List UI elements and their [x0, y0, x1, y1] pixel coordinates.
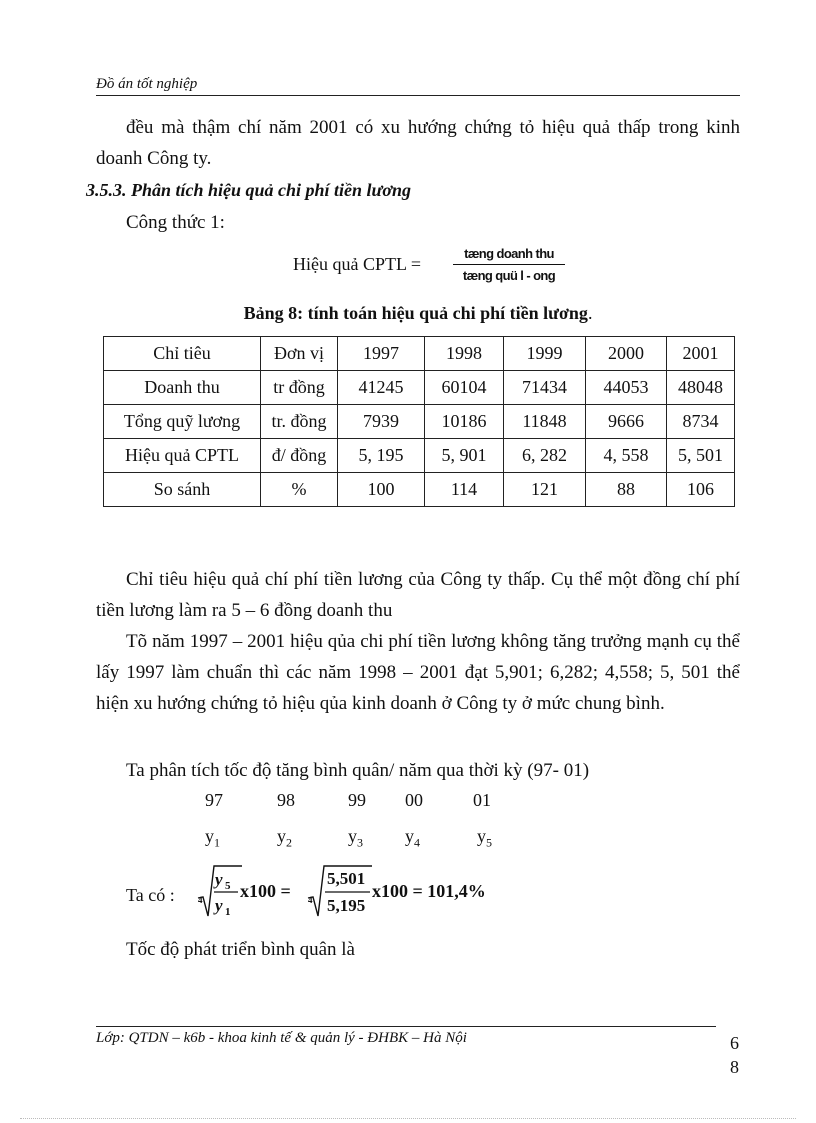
y-variable: $y_1$ — [205, 826, 220, 850]
y-variable: $y_2$ — [277, 826, 292, 850]
formula2-prefix: Ta có : — [126, 885, 175, 905]
table-header-cell: 2001 — [667, 337, 735, 371]
multiplier-1: x100 = — [240, 881, 291, 901]
years-row — [205, 790, 505, 816]
year-label: 97 — [205, 790, 223, 810]
table-cell: tr. đồng — [261, 405, 338, 439]
table-header-cell: 1998 — [425, 337, 504, 371]
table-cell: 11848 — [504, 405, 586, 439]
paragraph-2: Tõ năm 1997 – 2001 hiệu qủa chi phí tiền lương không tăng trưởng mạnh cụ thể lấy 1997 làm chuẩn thì các năm 1998 – 2001 đạt 5,901; 6,282; 4,558; 5, 501 thể hiện xu hướng chứng tỏ hiệu qủa kinh doanh ở Công ty ở mức chung bình. — [96, 631, 740, 714]
table-cell: 5, 195 — [338, 439, 425, 473]
table-row — [104, 405, 735, 439]
section-title: 3.5.3. Phân tích hiệu quả chi phí tiền lương — [86, 180, 412, 200]
y-variable: $y_4$ — [405, 826, 420, 850]
table-header-row — [104, 337, 735, 371]
table-header-cell: Chỉ tiêu — [104, 337, 261, 371]
formula-cptl-denominator: tæng quü l - ong — [462, 268, 556, 283]
table-header-cell: 2000 — [586, 337, 667, 371]
table-cell: 44053 — [586, 371, 667, 405]
frac2-denominator: 5,195 — [327, 896, 366, 915]
table-cell: 5, 501 — [667, 439, 735, 473]
formula-cptl — [293, 246, 593, 286]
y-variables-row — [205, 826, 505, 852]
table-cell: 8734 — [667, 405, 735, 439]
table-caption — [96, 303, 740, 324]
formula-cptl-numerator: tæng doanh thu — [453, 246, 565, 265]
table-row — [104, 371, 735, 405]
formula-label: Công thức 1: — [126, 212, 225, 233]
table-cell: 106 — [667, 473, 735, 507]
paragraph-4: Tốc độ phát triển bình quân là — [126, 939, 355, 960]
year-label: 99 — [348, 790, 366, 810]
table-cell: 5, 901 — [425, 439, 504, 473]
root-index-2: 4 — [308, 895, 313, 905]
table-row — [104, 439, 735, 473]
table-cell: 48048 — [667, 371, 735, 405]
header-rule — [96, 95, 740, 96]
table-cell: 114 — [425, 473, 504, 507]
footer-rule — [96, 1026, 716, 1027]
table-caption-dot: . — [587, 303, 593, 323]
formula-cptl-fraction — [453, 246, 565, 283]
table-cell: Doanh thu — [104, 371, 261, 405]
table-header-cell: Đơn vị — [261, 337, 338, 371]
table-cell: % — [261, 473, 338, 507]
formula-cptl-label: Hiệu quả CPTL = — [293, 254, 421, 274]
page-number-line-2: 8 — [730, 1057, 739, 1077]
table-cell: 10186 — [425, 405, 504, 439]
table-row — [104, 473, 735, 507]
table-cell: Hiệu quả CPTL — [104, 439, 261, 473]
table-cell: 88 — [586, 473, 667, 507]
table-cell: 71434 — [504, 371, 586, 405]
table-cell: Tổng quỹ lương — [104, 405, 261, 439]
frac1-numerator-sub: 5 — [225, 880, 231, 892]
frac2-numerator: 5,501 — [327, 869, 366, 888]
frac1-denominator: y — [215, 896, 223, 915]
table-cell: đ/ đồng — [261, 439, 338, 473]
salary-efficiency-table — [103, 336, 735, 507]
table-cell: So sánh — [104, 473, 261, 507]
table-cell: 60104 — [425, 371, 504, 405]
y-variable: $y_5$ — [477, 826, 492, 850]
y-variable: $y_3$ — [348, 826, 363, 850]
table-header-cell: 1997 — [338, 337, 425, 371]
page-bottom-border — [20, 1118, 796, 1119]
table-cell: 121 — [504, 473, 586, 507]
page-number-line-1: 6 — [730, 1033, 739, 1053]
year-label: 98 — [277, 790, 295, 810]
paragraph-3: Ta phân tích tốc độ tăng bình quân/ năm qua thời kỳ (97- 01) — [126, 760, 590, 781]
table-header-cell: 1999 — [504, 337, 586, 371]
root-index-1: 4 — [198, 895, 203, 905]
page-number — [730, 1031, 750, 1079]
table-cell: 9666 — [586, 405, 667, 439]
table-cell: 100 — [338, 473, 425, 507]
table-cell: 41245 — [338, 371, 425, 405]
growth-rate-formula — [196, 864, 516, 920]
frac1-denominator-sub: 1 — [225, 906, 231, 918]
paragraph-1: Chỉ tiêu hiệu quả chí phí tiền lương của Công ty thấp. Cụ thể một đồng chí phí tiền lương làm ra 5 – 6 đồng doanh thu — [96, 569, 740, 621]
table-cell: 6, 282 — [504, 439, 586, 473]
footer-text: Lớp: QTDN – k6b - khoa kinh tế & quản lý - ĐHBK – Hà Nội — [96, 1030, 467, 1046]
table-cell: 7939 — [338, 405, 425, 439]
year-label: 00 — [405, 790, 423, 810]
table-caption-text: Bảng 8: tính toán hiệu quả chi phí tiền lương — [243, 303, 588, 323]
table-cell: tr đồng — [261, 371, 338, 405]
year-label: 01 — [473, 790, 491, 810]
table-cell: 4, 558 — [586, 439, 667, 473]
header-title: Đồ án tốt nghiệp — [96, 76, 198, 92]
intro-paragraph: đều mà thậm chí năm 2001 có xu hướng chứng tỏ hiệu quả thấp trong kinh doanh Công ty. — [96, 117, 740, 169]
frac1-numerator: y — [215, 870, 223, 889]
formula2-result: x100 = 101,4% — [372, 881, 486, 901]
